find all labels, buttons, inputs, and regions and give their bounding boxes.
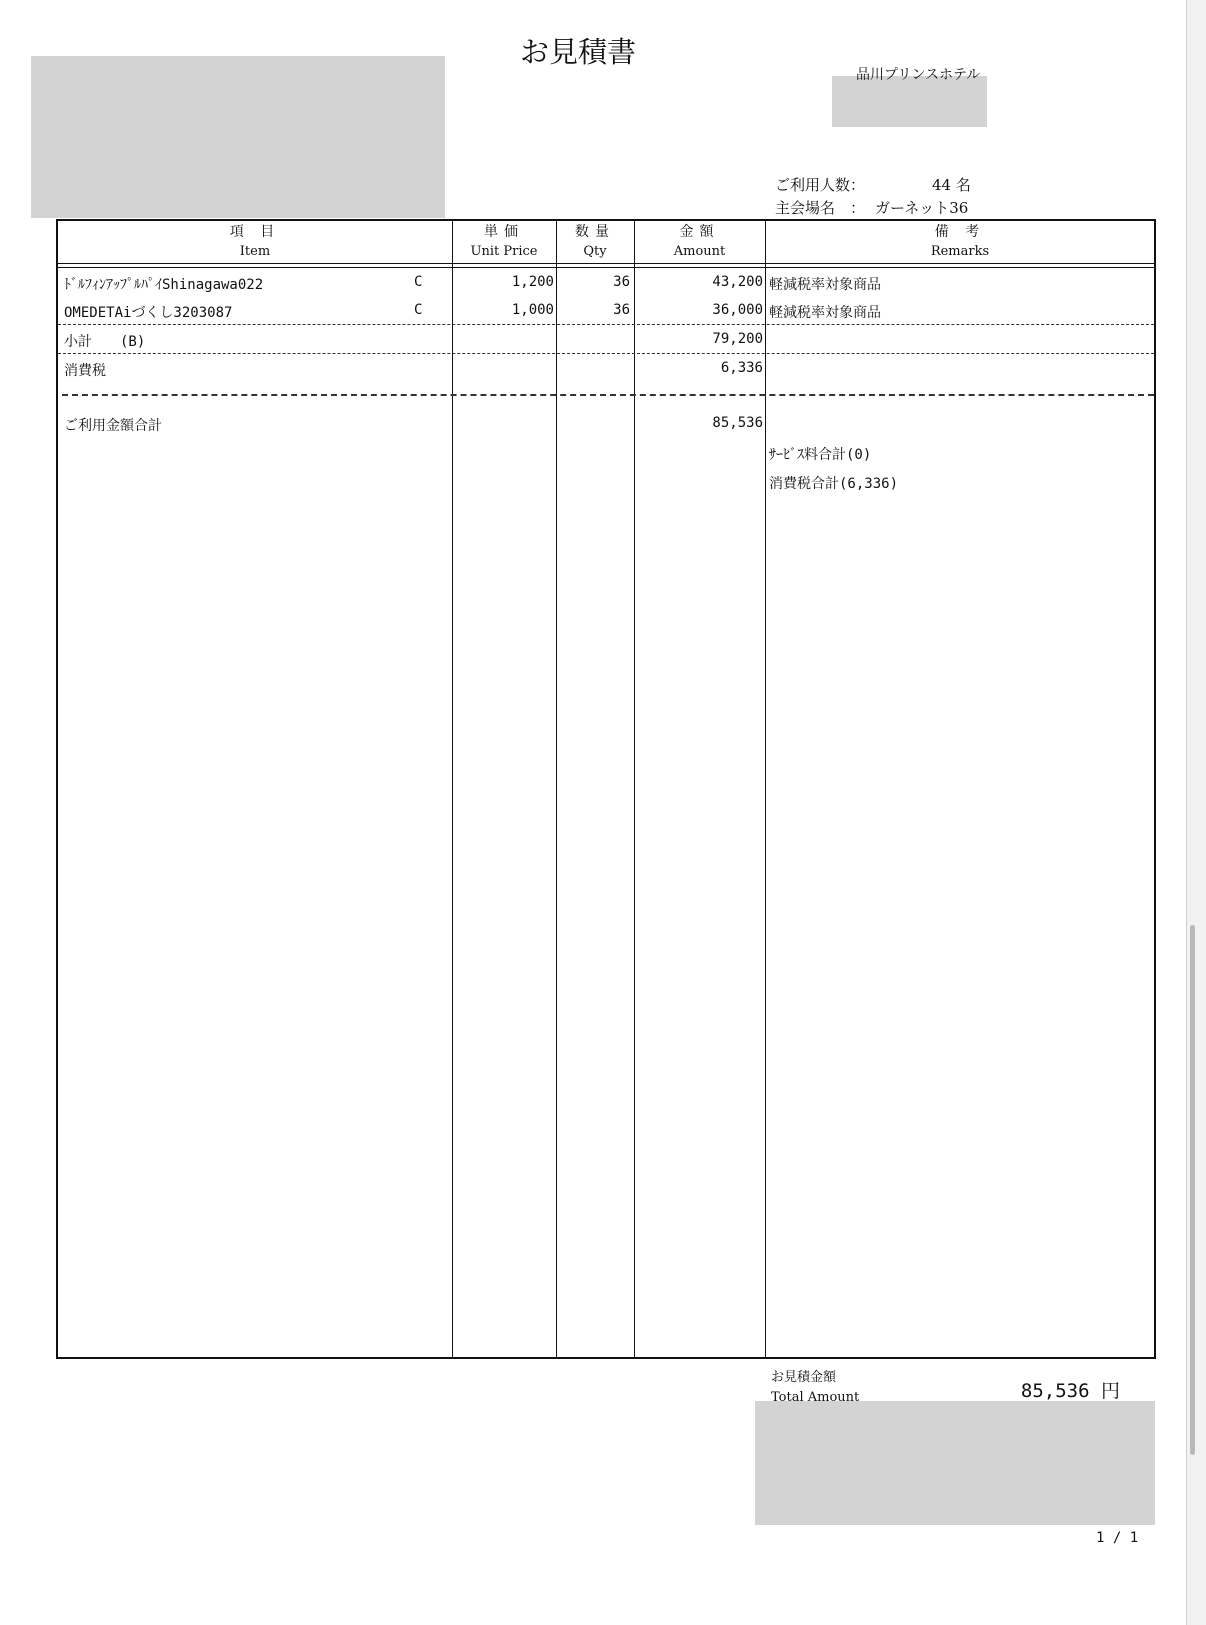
redacted-address-block bbox=[31, 56, 445, 218]
hotel-name: 品川プリンスホテル bbox=[856, 67, 981, 83]
row1-amount: 43,200 bbox=[712, 274, 763, 290]
venue-label: 主会場名 ： bbox=[775, 199, 866, 217]
guest-count-value: 44 名 bbox=[932, 176, 971, 194]
estimate-table bbox=[56, 219, 1156, 1359]
row2-item: OMEDETAiづくし3203087 bbox=[64, 305, 233, 321]
grand-total-label: ご利用金額合計 bbox=[64, 418, 162, 434]
guest-count-label: ご利用人数： bbox=[775, 176, 866, 194]
remark-tax-total: 消費税合計(6,336) bbox=[769, 476, 899, 492]
row1-code: C bbox=[414, 274, 423, 290]
venue-name: ガーネット36 bbox=[875, 199, 969, 217]
remark-service-charge: ｻｰﾋﾞｽ料合計(0) bbox=[769, 447, 872, 463]
header-qty: 数量 Qty bbox=[575, 224, 615, 259]
scrollbar-thumb[interactable] bbox=[1190, 925, 1195, 1455]
header-item: 項 目 Item bbox=[229, 224, 281, 259]
header-remarks: 備 考 Remarks bbox=[930, 224, 990, 259]
row2-unit-price: 1,000 bbox=[511, 302, 554, 318]
subtotal-amount: 79,200 bbox=[712, 331, 763, 347]
row1-unit-price: 1,200 bbox=[511, 274, 554, 290]
page-number: 1 / 1 bbox=[1096, 1530, 1139, 1546]
tax-label: 消費税 bbox=[64, 363, 106, 379]
row1-item: ﾄﾞﾙﾌｨﾝｱｯﾌﾟﾙﾊﾟｲShinagawa022 bbox=[64, 277, 264, 293]
row2-code: C bbox=[414, 302, 423, 318]
row2-amount: 36,000 bbox=[712, 302, 763, 318]
row2-remarks: 軽減税率対象商品 bbox=[769, 305, 881, 321]
row2-qty: 36 bbox=[613, 302, 630, 318]
row1-qty: 36 bbox=[613, 274, 630, 290]
row1-remarks: 軽減税率対象商品 bbox=[769, 277, 881, 293]
tax-amount: 6,336 bbox=[720, 360, 763, 376]
header-amount: 金額 Amount bbox=[673, 224, 726, 259]
grand-total-amount: 85,536 bbox=[712, 415, 763, 431]
header-unit-price: 単価 Unit Price bbox=[470, 224, 538, 259]
total-amount-label: お見積金額 Total Amount bbox=[771, 1370, 860, 1405]
document-title: お見積書 bbox=[520, 35, 637, 69]
redacted-stamp-block bbox=[755, 1401, 1155, 1525]
total-amount-value: 85,536 円 bbox=[1020, 1380, 1120, 1402]
subtotal-label: 小計 (B) bbox=[64, 334, 146, 350]
